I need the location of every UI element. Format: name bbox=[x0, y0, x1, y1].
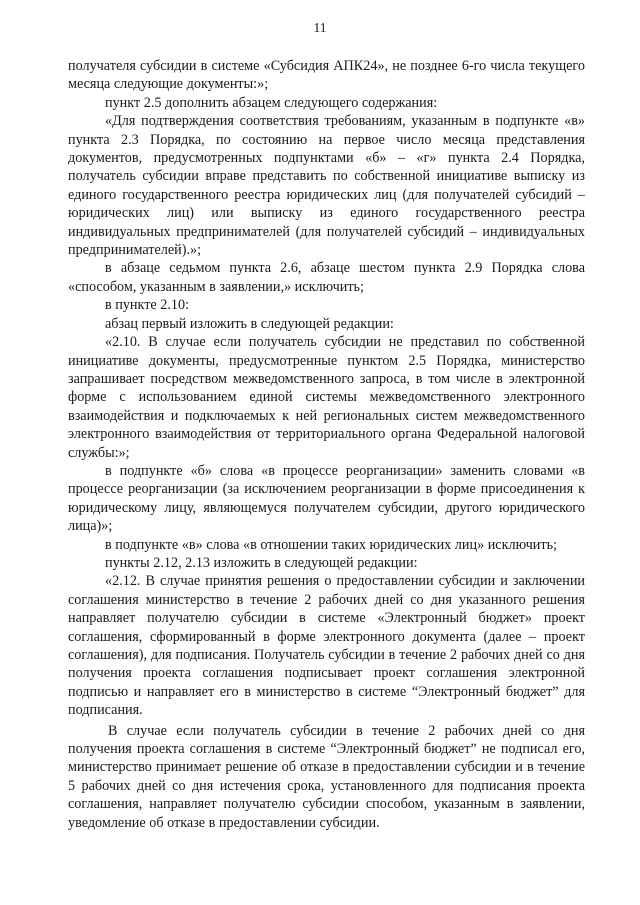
paragraph: в подпункте «в» слова «в отношении таких юридических лиц» исключить; bbox=[105, 536, 557, 553]
page-number: 11 bbox=[313, 20, 327, 35]
paragraph: «2.12. В случае принятия решения о предоставлении субсидии и заключении соглашения министерство в течение 2 рабочих дней со дня указанного решения направляет получателю субсидии в системе «Электронный бюджет» проект соглашения, сформированный в форме электронного документа (далее – проект соглашения), для подписания. Получатель субсидии в течение 2 рабочих дней со дня получения проекта соглашения подписывает проект соглашения электронной подписью и направляет его в министерство в системе “Электронный бюджет” для подписания. bbox=[68, 573, 585, 719]
document-body bbox=[68, 57, 585, 832]
paragraph: «2.10. В случае если получатель субсидии не представил по собственной инициативе документы, предусмотренные пунктом 2.5 Порядка, министерство запрашивает посредством межведомственного запроса, в том числе в электронной форме с использованием единой системы межведомственного электронного взаимодействия и подключаемых к ней региональных систем межведомственного электронного взаимодействия от территориального органа Федеральной налоговой службы:»; bbox=[68, 334, 585, 461]
paragraph: пункт 2.5 дополнить абзацем следующего содержания: bbox=[105, 94, 438, 111]
paragraph: пункты 2.12, 2.13 изложить в следующей редакции: bbox=[105, 554, 418, 571]
paragraph: в абзаце седьмом пункта 2.6, абзаце шестом пункта 2.9 Порядка слова «способом, указанным в заявлении,» исключить; bbox=[68, 260, 585, 295]
paragraph: в пункте 2.10: bbox=[105, 297, 190, 314]
paragraph: В случае если получатель субсидии в течение 2 рабочих дней со дня получения проекта соглашения в системе “Электронный бюджет” не подписал его, министерство принимает решение об отказе в предоставлении субсидии и в течение 5 рабочих дней со дня истечения срока, установленного для подписания проекта соглашения, направляет получателю субсидии способом, указанным в заявлении, уведомление об отказе в предоставлении субсидии. bbox=[68, 722, 585, 831]
paragraph: получателя субсидии в системе «Субсидия АПК24», не позднее 6-го числа текущего месяца следующие документы:»; bbox=[68, 58, 585, 93]
paragraph: абзац первый изложить в следующей редакции: bbox=[105, 315, 394, 332]
paragraph: «Для подтверждения соответствия требованиям, указанным в подпункте «в» пункта 2.3 Порядка, по состоянию на первое число месяца представления документов, предусмотренных подпунктами «б» – «г» пункта 2.4 Порядка, получатель субсидии вправе представить по собственной инициативе выписку из единого государственного реестра юридических лиц (для получателей субсидий – юридических лиц) или выписку из единого государственного реестра индивидуальных предпринимателей (для получателей субсидий – индивидуальных предпринимателей).»; bbox=[68, 113, 585, 259]
paragraph: в подпункте «б» слова «в процессе реорганизации» заменить словами «в процессе реорганизации (за исключением реорганизации в форме присоединения к юридическому лицу, являющемуся получателем субсидии, другого юридического лица)»; bbox=[68, 462, 585, 535]
